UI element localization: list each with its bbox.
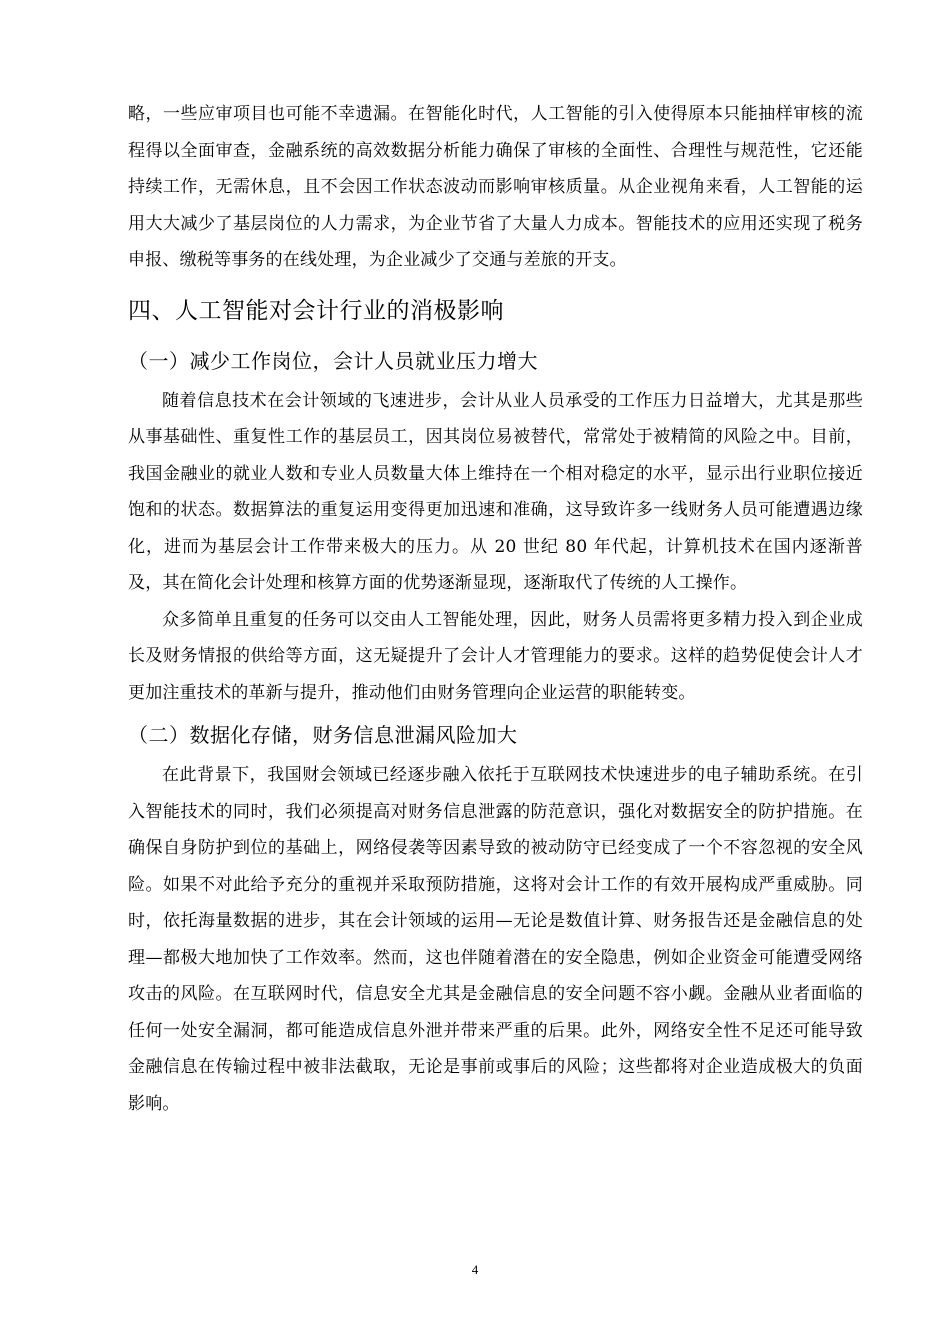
paragraph-talent-transition: 众多简单且重复的任务可以交由人工智能处理，因此，财务人员需将更多精力投入到企业成长及财务情报的供给等方面，这无疑提升了会计人才管理能力的要求。这样的趋势促使会计人才更加注重技术的革新与提升，推动他们由财务管理向企业运营的职能转变。 xyxy=(128,609,863,703)
paragraph-job-pressure: 随着信息技术在会计领域的飞速进步，会计从业人员承受的工作压力日益增大，尤其是那些从事基础性、重复性工作的基层员工，因其岗位易被替代，常常处于被精简的风险之中。目前，我国金融业的就业人数和专业人员数量大体上维持在一个相对稳定的水平，显示出行业职位接近饱和的状态。数据算法的重复运用变得更加迅速和准确，这导致许多一线财务人员可能遭遇边缘化，进而为基层会计工作带来极大的压力。从 20 世纪 80 年代起，计算机技术在国内逐渐普及，其在简化会计处理和核算方面的优势逐渐显现，逐渐取代了传统的人工操作。 xyxy=(128,390,863,593)
paragraph-continued: 略，一些应审项目也可能不幸遗漏。在智能化时代，人工智能的引入使得原本只能抽样审核的流程得以全面审查，金融系统的高效数据分析能力确保了审核的全面性、合理性与规范性，它还能持续工作，无需休息，且不会因工作状态波动而影响审核质量。从企业视角来看，人工智能的运用大大减少了基层岗位的人力需求，为企业节省了大量人力成本。智能技术的应用还实现了税务申报、缴税等事务的在线处理，为企业减少了交通与差旅的开支。 xyxy=(128,104,863,270)
subsection-heading-2: （二）数据化存储，财务信息泄漏风险加大 xyxy=(128,723,518,747)
paragraph-data-security: 在此背景下，我国财会领域已经逐步融入依托于互联网技术快速进步的电子辅助系统。在引入智能技术的同时，我们必须提高对财务信息泄露的防范意识，强化对数据安全的防护措施。在确保自身防护到位的基础上，网络侵袭等因素导致的被动防守已经变成了一个不容忽视的安全风险。如果不对此给予充分的重视并采取预防措施，这将对会计工作的有效开展构成严重威胁。同时，依托海量数据的进步，其在会计领域的运用—无论是数值计算、财务报告还是金融信息的处理—都极大地加快了工作效率。然而，这也伴随着潜在的安全隐患，例如企业资金可能遭受网络攻击的风险。在互联网时代，信息安全尤其是金融信息的安全问题不容小觑。金融从业者面临的任何一处安全漏洞，都可能造成信息外泄并带来严重的后果。此外，网络安全性不足还可能导致金融信息在传输过程中被非法截取，无论是事前或事后的风险；这些都将对企业造成极大的负面影响。 xyxy=(128,765,863,1114)
page-number: 4 xyxy=(471,1262,479,1277)
subsection-heading-1: （一）减少工作岗位，会计人员就业压力增大 xyxy=(128,348,538,373)
section-heading: 四、人工智能对会计行业的消极影响 xyxy=(128,297,504,324)
document-body xyxy=(128,96,863,1122)
